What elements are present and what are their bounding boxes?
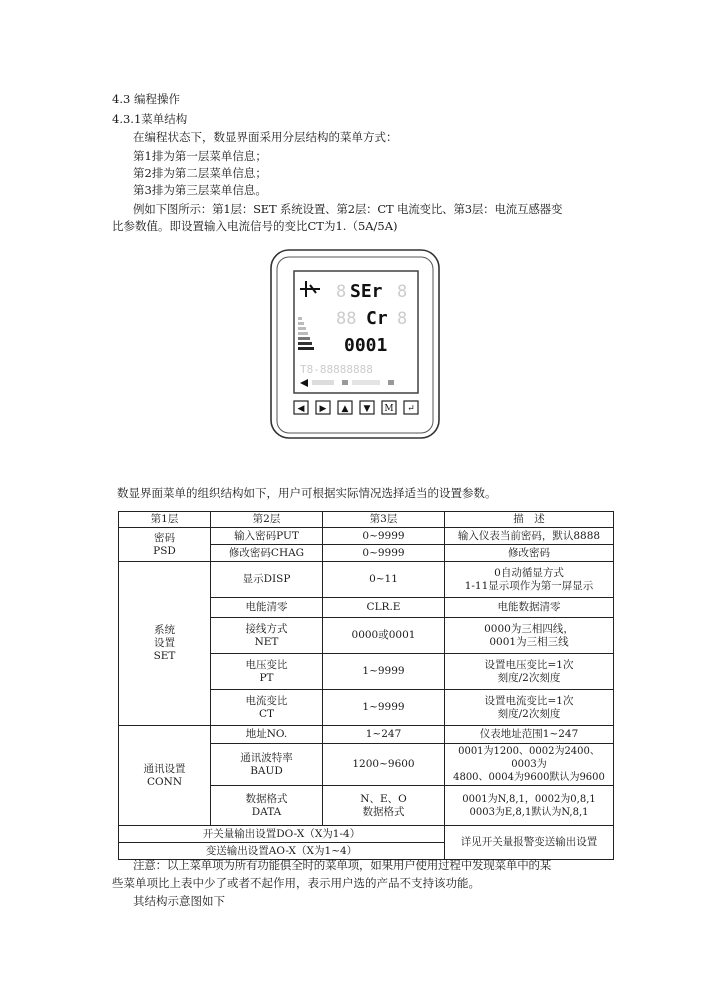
- cell: N、E、O 数据格式: [323, 786, 445, 826]
- cell: 1~247: [323, 726, 445, 744]
- group-psd: 密码 PSD: [119, 528, 211, 562]
- table-row: [119, 826, 614, 843]
- cell: 显示DISP: [211, 562, 323, 598]
- cell: 数据格式 DATA: [211, 786, 323, 826]
- intro-line: 第2排为第二层菜单信息；: [133, 166, 267, 180]
- ghost-digit: 8: [397, 309, 408, 329]
- table-intro: 数显界面菜单的组织结构如下，用户可根据实际情况选择适当的设置参数。: [117, 486, 497, 500]
- lcd-line-3: 0001: [344, 335, 388, 356]
- cell: 通讯波特率 BAUD: [211, 744, 323, 786]
- header-cell: 第3层: [323, 512, 445, 528]
- table-row: [119, 726, 614, 744]
- cell: 接线方式 NET: [211, 618, 323, 654]
- meter-illustration: [270, 249, 440, 439]
- closing-line: 其结构示意图如下: [133, 894, 225, 908]
- cell: 修改密码: [445, 545, 614, 562]
- cell: 0~9999: [323, 528, 445, 545]
- menu-structure-table: [118, 511, 614, 860]
- cell: 0001为1200、0002为2400、0003为 4800、0004为9600默认为9600: [445, 744, 614, 786]
- header-cell: 第1层: [119, 512, 211, 528]
- enter-icon-label: ↵: [407, 404, 415, 414]
- intro-line: 第1排为第一层菜单信息；: [133, 149, 267, 163]
- button-row: [294, 401, 418, 414]
- cell: 输入密码PUT: [211, 528, 323, 545]
- table-row: [119, 562, 614, 598]
- lcd-line-2: Cr: [366, 308, 388, 329]
- ghost-digit: 88: [336, 309, 357, 329]
- cell: 电流变比 CT: [211, 690, 323, 726]
- cell: 1200~9600: [323, 744, 445, 786]
- cell: 地址NO.: [211, 726, 323, 744]
- cell: 0~11: [323, 562, 445, 598]
- cell: 详见开关量报警变送输出设置: [445, 826, 614, 860]
- cell: 变送输出设置AO-X（X为1~4）: [119, 843, 445, 860]
- cell: 修改密码CHAG: [211, 545, 323, 562]
- down-arrow-icon-label: ▼: [363, 404, 371, 414]
- note-line: 注意：以上菜单项为所有功能俱全时的菜单项，如果用户使用过程中发现菜单中的某: [133, 858, 552, 872]
- left-arrow-icon-label: ◀: [297, 404, 305, 414]
- ghost-digit: 8: [397, 282, 408, 302]
- up-arrow-icon-label: ▲: [341, 404, 349, 414]
- cell: 0000为三相四线， 0001为三相三线: [445, 618, 614, 654]
- cell: 0001为N,8,1，0002为0,8,1 0003为E,8,1默认为N,8,1: [445, 786, 614, 826]
- cell: 0000或0001: [323, 618, 445, 654]
- cell: 电能数据清零: [445, 598, 614, 618]
- cell: 仪表地址范围1~247: [445, 726, 614, 744]
- cell: CLR.E: [323, 598, 445, 618]
- table-header-row: [119, 512, 614, 528]
- signal-icon: [300, 281, 320, 297]
- table-row: [119, 528, 614, 545]
- cell: 设置电流变比=1次 刻度/2次刻度: [445, 690, 614, 726]
- section-subheading: 4.3.1菜单结构: [112, 112, 188, 126]
- cell: 设置电压变比=1次 刻度/2次刻度: [445, 654, 614, 690]
- ghost-row: T8-88888888: [300, 363, 373, 376]
- cell: 输入仪表当前密码，默认8888: [445, 528, 614, 545]
- cell: 1~9999: [323, 690, 445, 726]
- status-strip: [300, 379, 394, 387]
- menu-button-label: M: [384, 404, 394, 414]
- note-line: 些菜单项比上表中少了或者不起作用，表示用户选的产品不支持该功能。: [112, 876, 480, 890]
- header-cell: 第2层: [211, 512, 323, 528]
- intro-line: 例如下图所示：第1层：SET 系统设置、第2层：CT 电流变比、第3层：电流互感器变: [133, 202, 563, 216]
- intro-line: 第3排为第三层菜单信息。: [133, 183, 267, 197]
- group-set: 系统 设置 SET: [119, 562, 211, 726]
- right-arrow-icon-label: ▶: [319, 404, 327, 414]
- group-conn: 通讯设置 CONN: [119, 726, 211, 826]
- lcd-line-1: SEr: [350, 281, 383, 302]
- cell: 电能清零: [211, 598, 323, 618]
- cell: 开关量输出设置DO-X（X为1-4）: [119, 826, 445, 843]
- section-heading: 4.3 编程操作: [112, 92, 180, 106]
- intro-line: 在编程状态下，数显界面采用分层结构的菜单方式：: [133, 130, 398, 144]
- bargraph-icon: [298, 317, 314, 350]
- intro-line: 比参数值。即设置输入电流信号的变比CT为1.（5A/5A): [112, 219, 398, 233]
- cell: 1~9999: [323, 654, 445, 690]
- cell: 0~9999: [323, 545, 445, 562]
- ghost-digit: 8: [336, 282, 347, 302]
- cell: 电压变比 PT: [211, 654, 323, 690]
- cell: 0自动循显方式 1-11显示项作为第一屏显示: [445, 562, 614, 598]
- header-cell: 描 述: [445, 512, 614, 528]
